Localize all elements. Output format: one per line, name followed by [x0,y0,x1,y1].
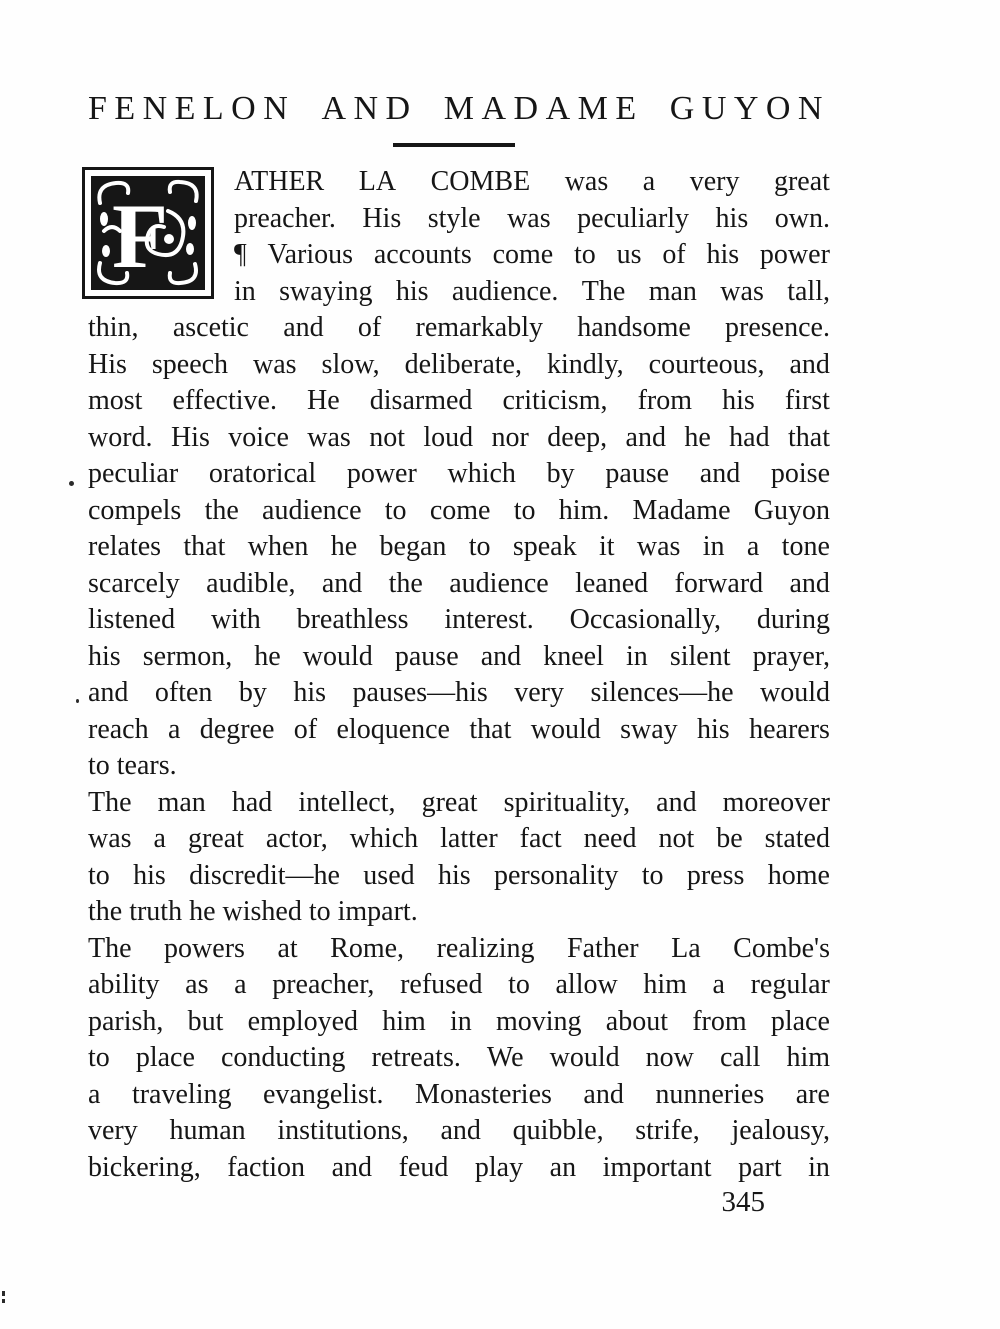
paragraph-2 [88,785,830,931]
paragraph-2-last-line: the truth he wished to impart. [88,896,418,927]
paragraph-1-cap-lines [234,164,830,310]
text-line: his sermon, he would pause and kneel in silent prayer, [88,640,830,672]
text-line: was a great actor, which latter fact need not be stated [88,823,830,854]
text-line: ability as a preacher, refused to allow him a regular [88,969,830,1000]
header-rule [393,143,515,147]
scan-artifact [76,699,79,703]
scan-artifact [2,1299,5,1303]
text-line: to place conducting retreats. We would now call him [88,1042,830,1073]
text-line: The powers at Rome, realizing Father La Combe's [88,932,830,964]
text-line: His speech was slow, deliberate, kindly, courteous, and [88,348,830,380]
page-title-word: FENELON [88,90,296,127]
text-line: ¶ Various accounts come to us of his power [234,239,830,270]
paragraph-1 [88,164,830,785]
text-line: most effective. He disarmed criticism, from his first [88,385,830,416]
scan-artifact [69,481,74,486]
text-line: preacher. His style was peculiarly his own. [234,202,830,234]
paragraph-3 [88,931,830,1187]
page-title-word: AND [321,90,418,127]
text-line: listened with breathless interest. Occasionally, during [88,604,830,635]
drop-cap-initial [82,167,214,299]
scan-artifact [2,1291,5,1296]
page-title-word: MADAME [443,90,644,127]
text-line: peculiar oratorical power which by pause and poise [88,458,830,489]
text-line: relates that when he began to speak it was in a tone [88,531,830,562]
page-title [88,90,830,128]
paragraph-2-lines [88,785,830,895]
page-number: 345 [721,1186,765,1218]
text-line: and often by his pauses—his very silences—he would [88,677,830,708]
drop-cap-woodcut [82,167,214,299]
text-line: very human institutions, and quibble, strife, jealousy, [88,1115,830,1146]
text-line: reach a degree of eloquence that would sway his hearers [88,713,830,745]
text-line: to his discredit—he used his personality to press home [88,859,830,891]
text-line: a traveling evangelist. Monasteries and nunneries are [88,1078,830,1110]
paragraph-3-lines [88,931,830,1187]
text-line: thin, ascetic and of remarkably handsome presence. [88,312,830,343]
text-line: in swaying his audience. The man was tall, [234,275,830,307]
text-line: The man had intellect, great spirituality, and moreover [88,786,830,818]
drop-cap-letter: F [112,185,169,287]
text-line: ATHER LA COMBE was a very great [234,166,830,197]
text-line: scarcely audible, and the audience leaned forward and [88,567,830,599]
text-line: bickering, faction and feud play an important part in [88,1151,830,1183]
page-title-word: GUYON [669,90,830,127]
paragraph-1-lines [88,310,830,748]
text-line: word. His voice was not loud nor deep, and he had that [88,421,830,453]
text-line: compels the audience to come to him. Madame Guyon [88,494,830,526]
paragraph-1-last-line: to tears. [88,750,177,781]
text-line: parish, but employed him in moving about from place [88,1005,830,1037]
text-block [88,164,830,1186]
